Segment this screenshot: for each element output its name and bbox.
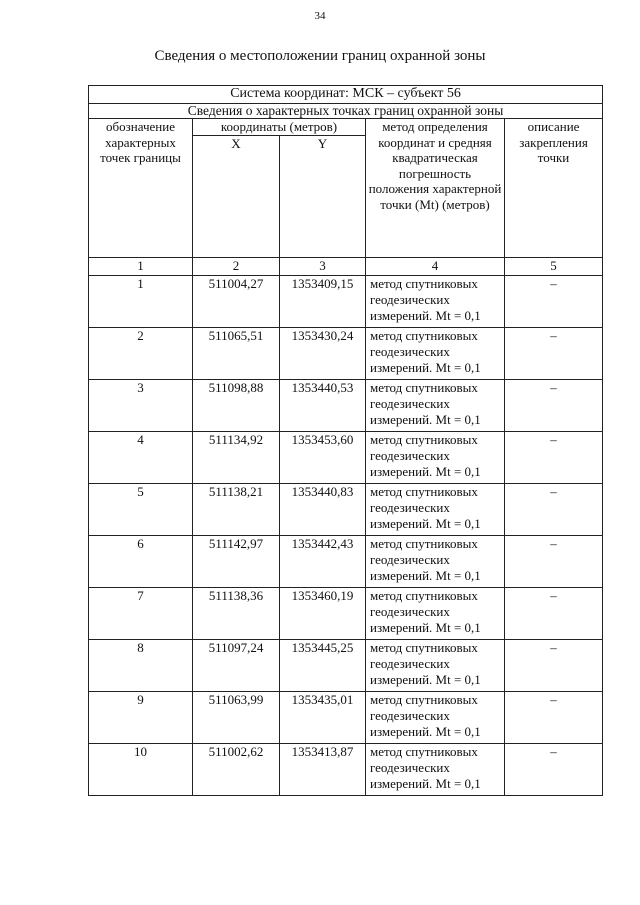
cell-x: 511098,88 xyxy=(193,379,280,431)
cell-method: метод спутниковых геодезических измерений. Mt = 0,1 xyxy=(366,379,505,431)
cell-method: метод спутниковых геодезических измерений. Mt = 0,1 xyxy=(366,431,505,483)
cell-y: 1353453,60 xyxy=(280,431,366,483)
column-number: 3 xyxy=(280,257,366,275)
cell-fixing: – xyxy=(505,535,603,587)
header-x: X xyxy=(193,135,280,257)
header-y: Y xyxy=(280,135,366,257)
cell-y: 1353460,19 xyxy=(280,587,366,639)
boundary-points-table xyxy=(88,85,603,796)
cell-method: метод спутниковых геодезических измерений. Mt = 0,1 xyxy=(366,743,505,795)
column-number: 5 xyxy=(505,257,603,275)
cell-x: 511065,51 xyxy=(193,327,280,379)
cell-fixing: – xyxy=(505,691,603,743)
cell-fixing: – xyxy=(505,639,603,691)
header-coords: координаты (метров) xyxy=(193,118,366,135)
coordinate-system-row xyxy=(89,86,603,104)
cell-fixing: – xyxy=(505,379,603,431)
cell-method: метод спутниковых геодезических измерений. Mt = 0,1 xyxy=(366,535,505,587)
cell-method: метод спутниковых геодезических измерений. Mt = 0,1 xyxy=(366,587,505,639)
cell-point: 8 xyxy=(89,639,193,691)
table-caption-cell: Сведения о характерных точках границ охранной зоны xyxy=(89,103,603,118)
cell-y: 1353435,01 xyxy=(280,691,366,743)
cell-fixing: – xyxy=(505,587,603,639)
cell-fixing: – xyxy=(505,275,603,327)
cell-point: 10 xyxy=(89,743,193,795)
cell-x: 511138,36 xyxy=(193,587,280,639)
cell-y: 1353409,15 xyxy=(280,275,366,327)
cell-y: 1353440,53 xyxy=(280,379,366,431)
cell-x: 511138,21 xyxy=(193,483,280,535)
cell-y: 1353442,43 xyxy=(280,535,366,587)
cell-point: 2 xyxy=(89,327,193,379)
coordinate-system-cell: Система координат: МСК – субъект 56 xyxy=(89,86,603,104)
cell-y: 1353440,83 xyxy=(280,483,366,535)
table-row xyxy=(89,327,603,379)
cell-x: 511002,62 xyxy=(193,743,280,795)
column-numbers-row xyxy=(89,257,603,275)
cell-fixing: – xyxy=(505,327,603,379)
header-point: обозначение характерных точек границы xyxy=(89,118,193,257)
table-row xyxy=(89,587,603,639)
cell-point: 1 xyxy=(89,275,193,327)
cell-point: 4 xyxy=(89,431,193,483)
table-row xyxy=(89,639,603,691)
cell-fixing: – xyxy=(505,431,603,483)
cell-method: метод спутниковых геодезических измерений. Mt = 0,1 xyxy=(366,639,505,691)
column-number: 1 xyxy=(89,257,193,275)
cell-y: 1353430,24 xyxy=(280,327,366,379)
cell-fixing: – xyxy=(505,483,603,535)
page-title: Сведения о местоположении границ охранной зоны xyxy=(154,48,486,64)
cell-point: 7 xyxy=(89,587,193,639)
cell-point: 6 xyxy=(89,535,193,587)
table-row xyxy=(89,431,603,483)
cell-x: 511097,24 xyxy=(193,639,280,691)
cell-method: метод спутниковых геодезических измерений. Mt = 0,1 xyxy=(366,691,505,743)
table-row xyxy=(89,483,603,535)
header-fixing: описание закрепления точки xyxy=(505,118,603,257)
table-caption-row xyxy=(89,103,603,118)
cell-method: метод спутниковых геодезических измерений. Mt = 0,1 xyxy=(366,483,505,535)
cell-y: 1353413,87 xyxy=(280,743,366,795)
table-row xyxy=(89,691,603,743)
page-number: 34 xyxy=(314,10,326,22)
cell-x: 511063,99 xyxy=(193,691,280,743)
table-row xyxy=(89,743,603,795)
header-method: метод определения координат и средняя квадратическая погрешность положения характерной точки (Mt) (метров) xyxy=(366,118,505,257)
cell-point: 5 xyxy=(89,483,193,535)
cell-x: 511142,97 xyxy=(193,535,280,587)
table-row xyxy=(89,535,603,587)
table-row xyxy=(89,275,603,327)
header-row xyxy=(89,118,603,135)
cell-x: 511134,92 xyxy=(193,431,280,483)
table-row xyxy=(89,379,603,431)
column-number: 2 xyxy=(193,257,280,275)
column-number: 4 xyxy=(366,257,505,275)
cell-point: 3 xyxy=(89,379,193,431)
cell-fixing: – xyxy=(505,743,603,795)
cell-point: 9 xyxy=(89,691,193,743)
cell-y: 1353445,25 xyxy=(280,639,366,691)
cell-x: 511004,27 xyxy=(193,275,280,327)
cell-method: метод спутниковых геодезических измерений. Mt = 0,1 xyxy=(366,327,505,379)
cell-method: метод спутниковых геодезических измерений. Mt = 0,1 xyxy=(366,275,505,327)
